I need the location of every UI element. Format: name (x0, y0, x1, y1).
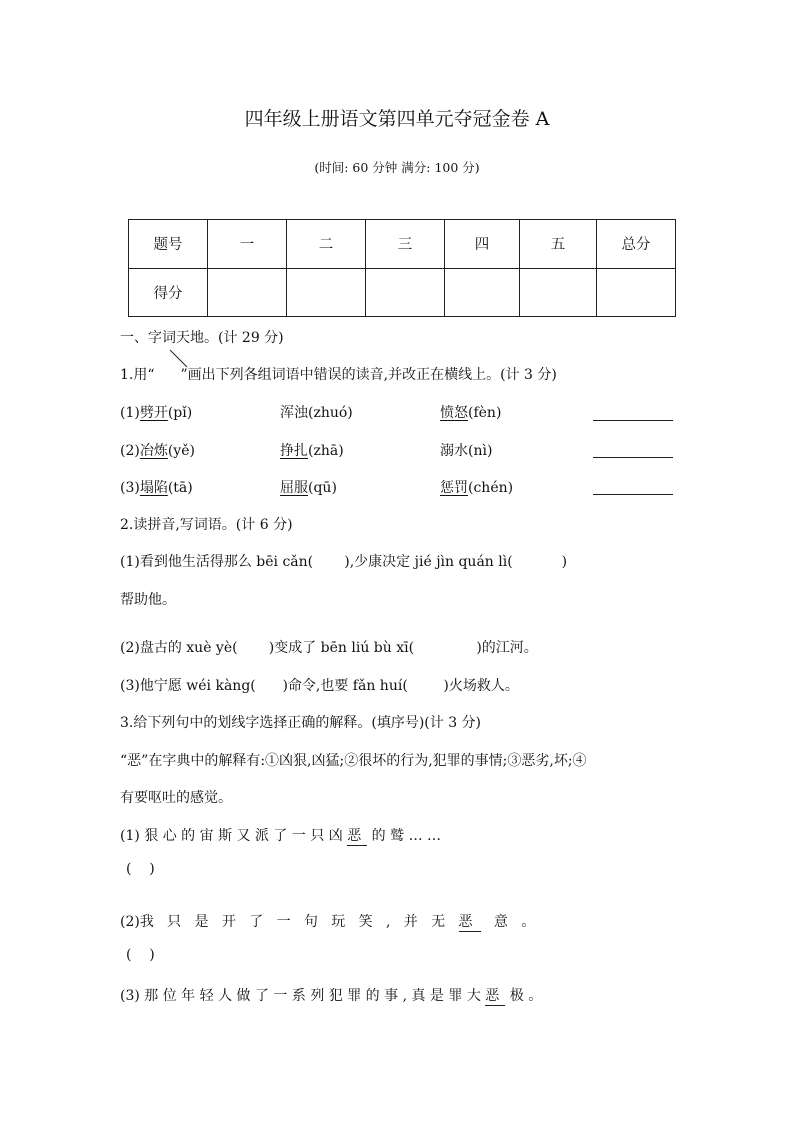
q1-prefix: 1.用“ (120, 367, 155, 383)
item-number: (3) (120, 480, 140, 496)
q3-answer-paren-1[interactable]: ( ) (126, 861, 155, 877)
q1-row-3-item-1 (120, 477, 193, 497)
q1-row-1-item-1 (120, 402, 192, 422)
item-word: 惩罚 (440, 480, 468, 496)
answer-line[interactable] (593, 493, 673, 495)
q1-row-1-item-2 (280, 402, 353, 422)
q3-answer-paren-2[interactable]: ( ) (126, 947, 155, 963)
sentence-text: 的 鹫 … … (367, 828, 442, 844)
item-pinyin: (pǐ) (167, 405, 193, 421)
exam-subtitle: (时间: 60 分钟 满分: 100 分) (314, 160, 480, 175)
header-cell: 二 (287, 220, 366, 269)
q2-line-1: (1)看到他生活得那么 bēi cǎn( ),少康决定 jié jìn quán lì( ) (120, 554, 568, 570)
answer-line[interactable] (593, 419, 673, 421)
q3-heading: 3.给下列句中的划线字选择正确的解释。(填序号)(计 3 分) (120, 715, 482, 731)
sentence-text: 意 。 (480, 914, 536, 930)
q1-row-3-item-2 (280, 477, 337, 497)
underlined-char: 恶 (459, 911, 481, 932)
score-cell[interactable] (445, 268, 520, 317)
section-heading: 一、字词天地。(计 29 分) (120, 330, 284, 346)
score-cell[interactable] (287, 268, 366, 317)
underlined-char: 恶 (347, 825, 367, 846)
item-pinyin: (fèn) (468, 405, 502, 421)
header-cell: 三 (366, 220, 445, 269)
item-pinyin: (nì) (468, 443, 493, 459)
score-cell[interactable] (208, 268, 287, 317)
item-word: 塌陷 (139, 480, 168, 496)
item-pinyin: (zhā) (308, 443, 344, 459)
header-cell: 总分 (597, 220, 676, 269)
q1-row-3-item-3 (440, 477, 513, 497)
item-pinyin: (zhuó) (308, 405, 353, 421)
answer-line[interactable] (593, 456, 673, 458)
item-word: 挣扎 (280, 443, 308, 459)
sentence-text: 极 。 (505, 988, 543, 1004)
item-word: 溺水 (440, 443, 468, 459)
score-table-score-row (129, 268, 676, 317)
header-cell: 五 (520, 220, 597, 269)
item-number: (1) (120, 405, 140, 421)
item-pinyin: (tā) (167, 480, 193, 496)
sentence-text: (2)我 只 是 开 了 一 句 玩 笑 , 并 无 (120, 914, 459, 930)
q1-suffix: ”画出下列各组词语中错误的读音,并改正在横线上。(计 3 分) (180, 367, 557, 383)
item-word: 冶炼 (139, 443, 168, 459)
score-cell[interactable] (597, 268, 676, 317)
q2-line-3: (3)他宁愿 wéi kàng( )命令,也要 fǎn huí( )火场救人。 (120, 678, 519, 694)
page-title: 四年级上册语文第四单元夺冠金卷 A (244, 108, 550, 130)
item-word: 劈开 (139, 405, 168, 421)
slash-mark-icon (168, 348, 190, 370)
q1-row-2-item-2 (280, 440, 344, 460)
header-cell: 题号 (129, 220, 208, 269)
q1-row-2-item-3 (440, 440, 492, 460)
q3-sentence-1 (120, 825, 441, 846)
q3-sentence-3 (120, 985, 542, 1006)
score-cell[interactable] (366, 268, 445, 317)
q3-sentence-2 (120, 911, 535, 932)
item-word: 愤怒 (440, 405, 468, 421)
sentence-text: (3) 那 位 年 轻 人 做 了 一 系 列 犯 罪 的 事 , 真 是 罪 大 (120, 988, 486, 1004)
score-cell[interactable] (520, 268, 597, 317)
q2-line-1b: 帮助他。 (120, 592, 176, 608)
header-cell: 四 (445, 220, 520, 269)
score-table (128, 219, 676, 317)
q1-row-1-item-3 (440, 402, 501, 422)
q2-line-2: (2)盘古的 xuè yè( )变成了 bēn liú bù xī( )的江河。 (120, 640, 538, 656)
score-row-label: 得分 (129, 268, 208, 317)
item-pinyin: (qū) (308, 480, 337, 496)
sentence-text: (1) 狠 心 的 宙 斯 又 派 了 一 只 凶 (120, 828, 348, 844)
underlined-char: 恶 (485, 985, 505, 1006)
item-pinyin: (chén) (468, 480, 514, 496)
item-pinyin: (yě) (167, 443, 195, 459)
q1-row-2-item-1 (120, 440, 195, 460)
q3-definition-line-1: “恶”在字典中的解释有:①凶狠,凶猛;②很坏的行为,犯罪的事情;③恶劣,坏;④ (120, 753, 587, 769)
score-table-header-row (129, 220, 676, 269)
q2-heading: 2.读拼音,写词语。(计 6 分) (120, 517, 293, 533)
item-word: 浑浊 (280, 405, 308, 421)
q3-definition-line-2: 有要呕吐的感觉。 (120, 790, 232, 806)
item-number: (2) (120, 443, 140, 459)
item-word: 屈服 (280, 480, 308, 496)
header-cell: 一 (208, 220, 287, 269)
